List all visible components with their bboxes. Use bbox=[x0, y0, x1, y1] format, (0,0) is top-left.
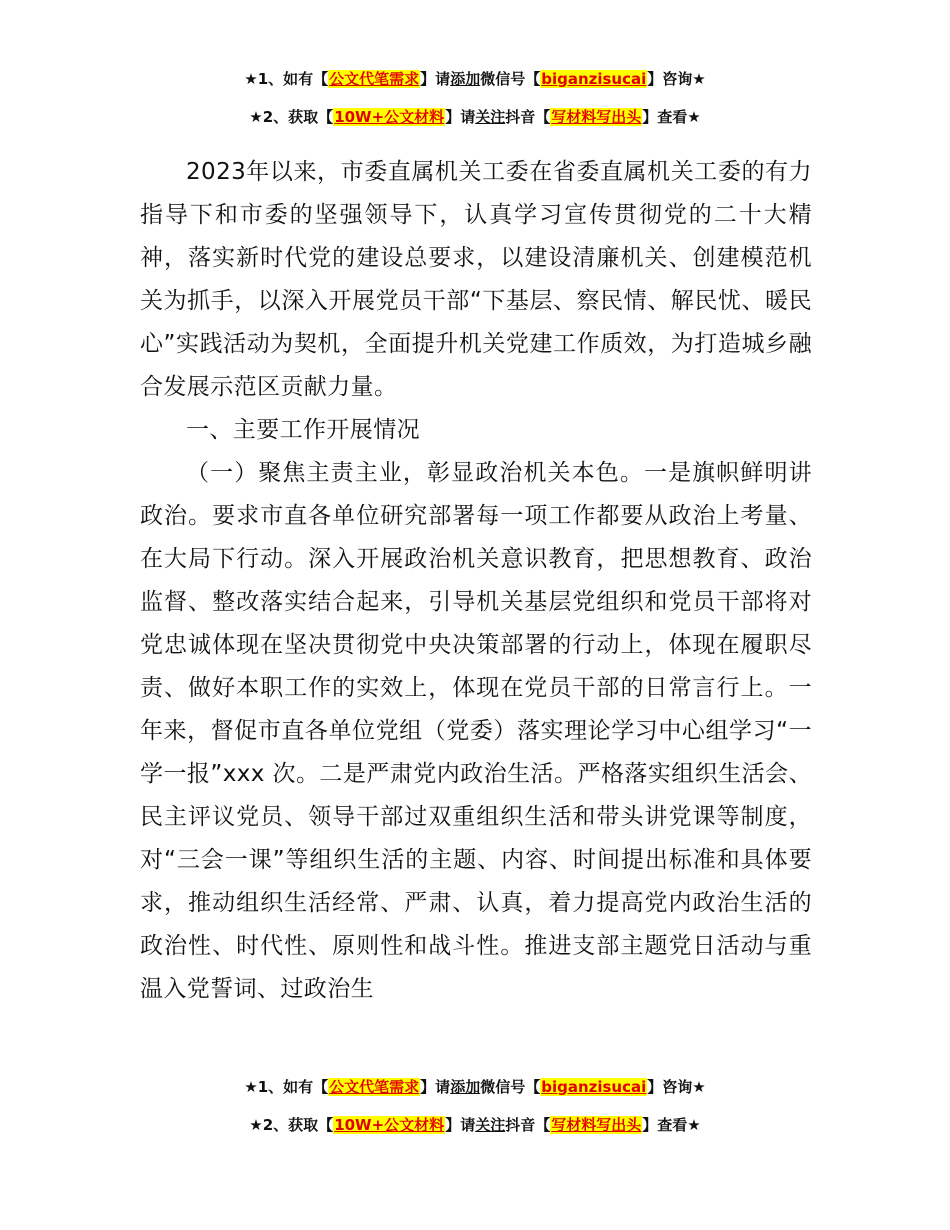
promo-text: 】请 bbox=[445, 108, 476, 126]
promo-suffix: 】查看★ bbox=[642, 1116, 701, 1134]
promo-highlight-douyin-account: 写材料写出头 bbox=[551, 1116, 642, 1134]
promo-underline-text: 关注 bbox=[475, 1116, 506, 1134]
promo-prefix: ★1、如有【 bbox=[244, 70, 329, 88]
promo-text: 抖音【 bbox=[505, 1116, 551, 1134]
promo-highlight-service: 公文代笔需求 bbox=[329, 70, 420, 88]
promo-text: 微信号【 bbox=[480, 70, 541, 88]
promo-text: 】请 bbox=[420, 1078, 451, 1096]
promo-prefix: ★1、如有【 bbox=[244, 1078, 329, 1096]
promo-highlight-materials: 10W+公文材料 bbox=[334, 1116, 445, 1134]
promo-highlight-wechat-id: biganzisucai bbox=[541, 1078, 647, 1096]
header-promo-line-2 bbox=[0, 106, 950, 128]
promo-text: 微信号【 bbox=[480, 1078, 541, 1096]
promo-suffix: 】咨询★ bbox=[647, 1078, 706, 1096]
header-promo-line-1 bbox=[0, 68, 950, 90]
promo-prefix: ★2、获取【 bbox=[249, 1116, 334, 1134]
promo-suffix: 】查看★ bbox=[642, 108, 701, 126]
promo-highlight-douyin-account: 写材料写出头 bbox=[551, 108, 642, 126]
promo-underline-text: 添加 bbox=[450, 70, 481, 88]
promo-underline-text: 添加 bbox=[450, 1078, 481, 1096]
footer-promo-line-1 bbox=[0, 1076, 950, 1098]
promo-text: 】请 bbox=[445, 1116, 476, 1134]
section-heading: 一、主要工作开展情况 bbox=[186, 417, 420, 443]
promo-underline-text: 关注 bbox=[475, 108, 506, 126]
promo-highlight-materials: 10W+公文材料 bbox=[334, 108, 445, 126]
section-paragraph: （一）聚焦主责主业，彰显政治机关本色。一是旗帜鲜明讲政治。要求市直各单位研究部署每一项工作都要从政治上考量、在大局下行动。深入开展政治机关意识教育，把思想教育、政治监督、整改落实结合起来，引导机关基层党组织和党员干部将对党忠诚体现在坚决贯彻党中央决策部署的行动上，体现在履职尽责、做好本职工作的实效上，体现在党员干部的日常言行上。一年来，督促市直各单位党组（党委）落实理论学习中心组学习“一学一报”xxx 次。二是严肃党内政治生活。严格落实组织生活会、民主评议党员、领导干部过双重组织生活和带头讲党课等制度，对“三会一课”等组织生活的主题、内容、时间提出标准和具体要求，推动组织生活经常、严肃、认真，着力提高党内政治生活的政治性、时代性、原则性和战斗性。推进支部主题党日活动与重温入党誓词、过政治生 bbox=[140, 460, 812, 1002]
promo-prefix: ★2、获取【 bbox=[249, 108, 334, 126]
footer-promo-line-2 bbox=[0, 1114, 950, 1136]
promo-highlight-service: 公文代笔需求 bbox=[329, 1078, 420, 1096]
promo-highlight-wechat-id: biganzisucai bbox=[541, 70, 647, 88]
intro-paragraph: 2023年以来，市委直属机关工委在省委直属机关工委的有力指导下和市委的坚强领导下，认真学习宣传贯彻党的二十大精神，落实新时代党的建设总要求，以建设清廉机关、创建模范机关为抓手，以深入开展党员干部“下基层、察民情、解民忧、暖民心”实践活动为契机，全面提升机关党建工作质效，为打造城乡融合发展示范区贡献力量。 bbox=[140, 159, 812, 400]
promo-suffix: 】咨询★ bbox=[647, 70, 706, 88]
document-body bbox=[140, 151, 812, 1011]
promo-text: 抖音【 bbox=[505, 108, 551, 126]
promo-text: 】请 bbox=[420, 70, 451, 88]
